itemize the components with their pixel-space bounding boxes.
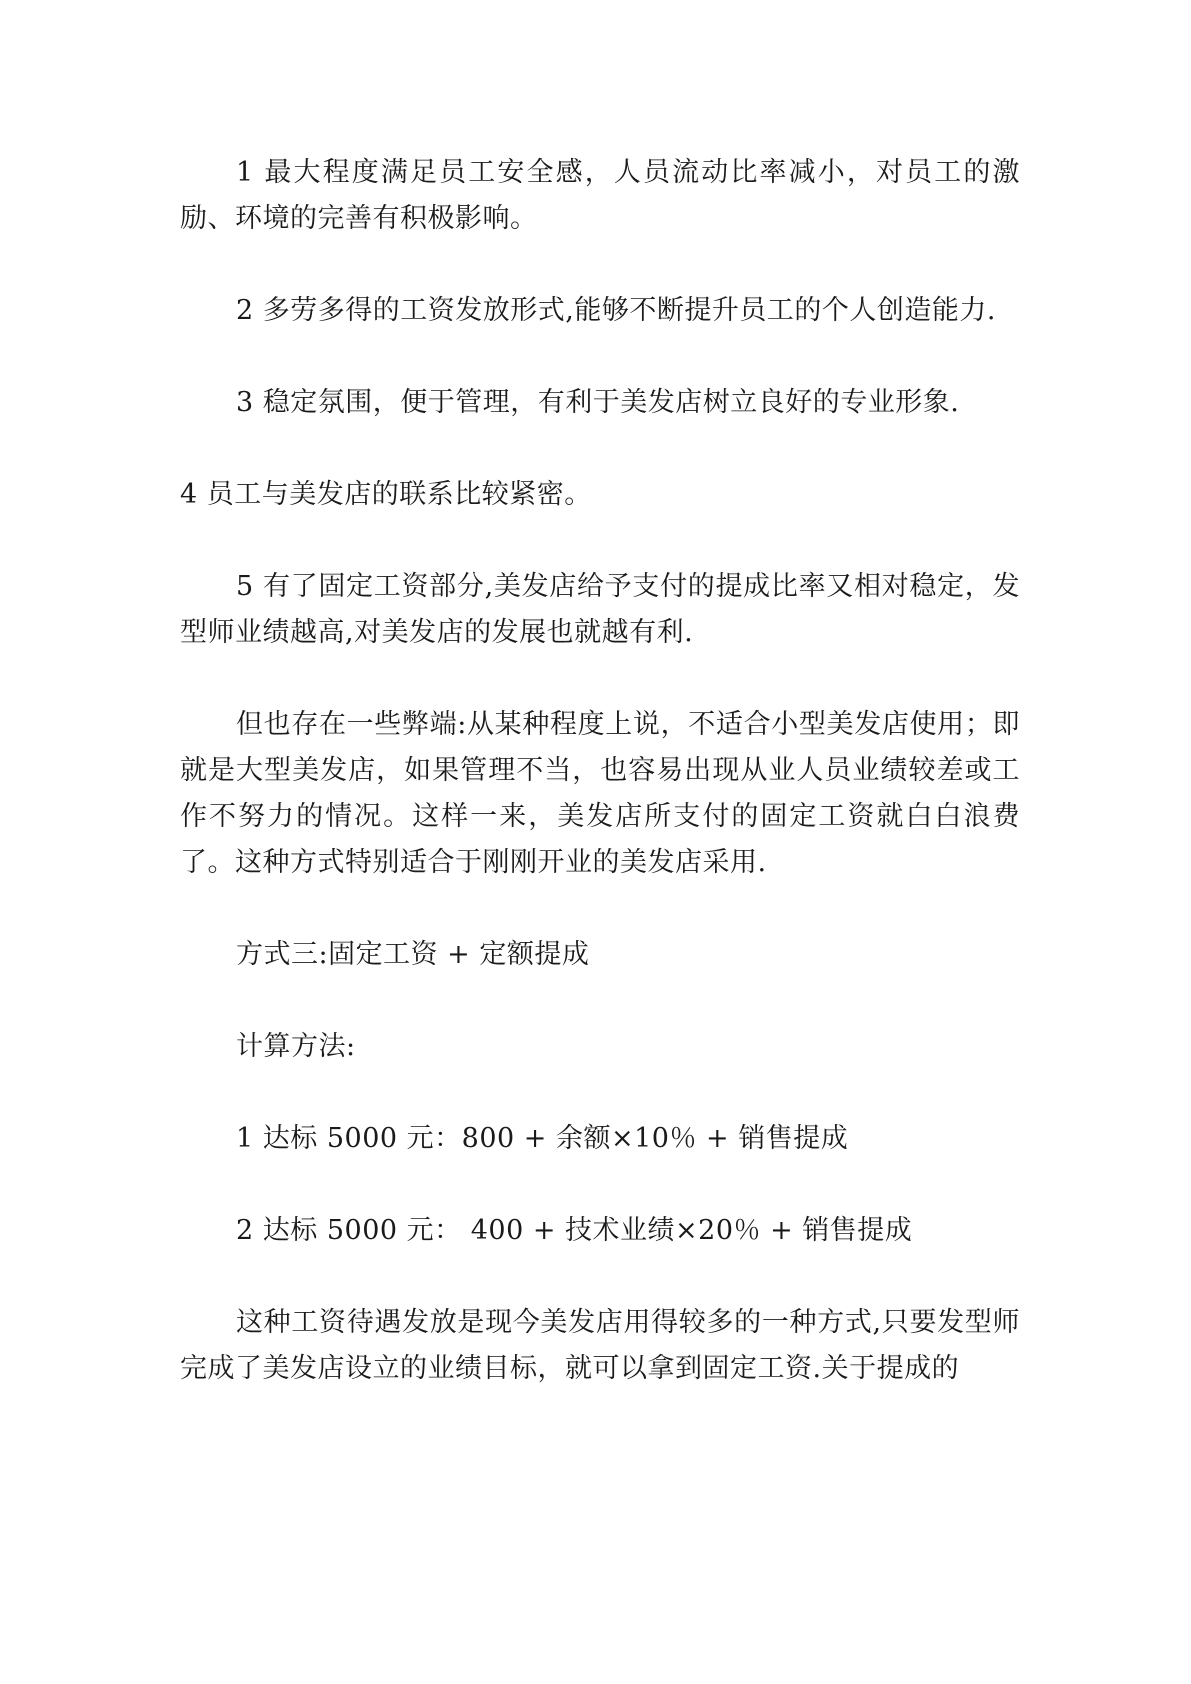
paragraph-6: 但也存在一些弊端:从某种程度上说，不适合小型美发店使用；即就是大型美发店，如果管理不当，也容易出现从业人员业绩较差或工作不努力的情况。这样一来，美发店所支付的固定工资就白白浪费了。这种方式特别适合于刚刚开业的美发店采用. [180,709,1020,878]
paragraph-11: 这种工资待遇发放是现今美发店用得较多的一种方式,只要发型师完成了美发店设立的业绩目标，就可以拿到固定工资.关于提成的 [180,1307,1020,1384]
document-body [180,150,1020,1438]
paragraph-3: 3 稳定氛围，便于管理，有利于美发店树立良好的专业形象. [236,387,960,418]
formula-1: 1 达标 5000 元：800 + 余额×10％ + 销售提成 [236,1123,849,1154]
paragraph-2: 2 多劳多得的工资发放形式,能够不断提升员工的个人创造能力. [236,295,996,326]
formula-2: 2 达标 5000 元： 400 + 技术业绩×20％ + 销售提成 [236,1215,913,1246]
section-heading-method-three: 方式三:固定工资 + 定额提成 [236,939,590,970]
paragraph-4: 4 员工与美发店的联系比较紧密。 [180,479,592,510]
calculation-method-label: 计算方法: [236,1031,356,1062]
paragraph-1: 1 最大程度满足员工安全感，人员流动比率减小，对员工的激励、环境的完善有积极影响。 [180,157,1020,234]
paragraph-5: 5 有了固定工资部分,美发店给予支付的提成比率又相对稳定，发型师业绩越高,对美发店的发展也就越有利. [180,571,1020,648]
